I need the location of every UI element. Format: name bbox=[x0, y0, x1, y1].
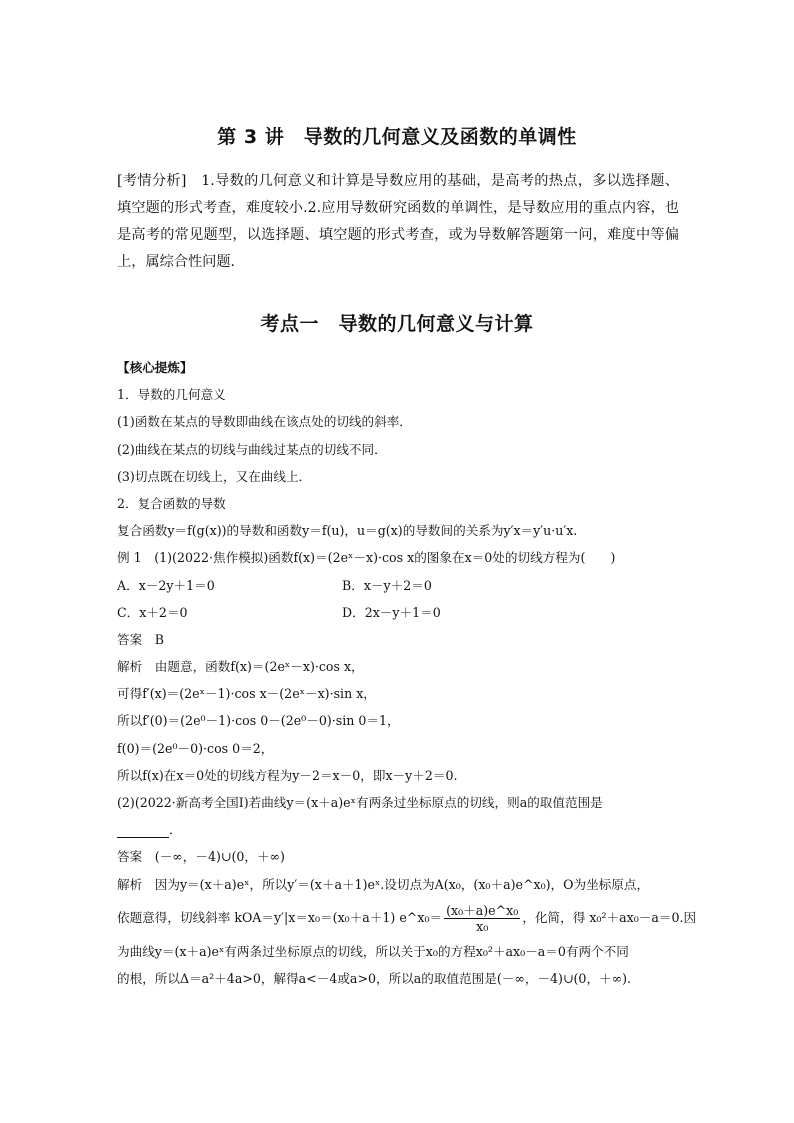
fill-in-blank bbox=[117, 823, 169, 838]
analysis-1-line-3: 所以f′(0)＝(2e⁰－1)·cos 0－(2e⁰－0)·sin 0＝1， bbox=[117, 713, 400, 729]
fraction-denominator: x₀ bbox=[476, 918, 489, 934]
item2-title: 2．复合函数的导数 bbox=[117, 495, 226, 511]
analysis-1-line-2: 可得f′(x)＝(2eˣ－1)·cos x－(2eˣ－x)·sin x， bbox=[117, 686, 376, 702]
example-question-1: 例 1 (1)(2022·焦作模拟)函数f(x)＝(2eˣ－x)·cos x的图象在x＝0处的切线方程为( ) bbox=[117, 550, 616, 566]
option-b: B．x－y＋2＝0 bbox=[342, 577, 432, 593]
options-row-1 bbox=[117, 572, 679, 599]
analysis-2-line-3: 为曲线y＝(x＋a)eˣ有两条过坐标原点的切线，所以关于x₀的方程x₀²＋ax₀－a＝0有两个不同 bbox=[117, 943, 629, 959]
analysis-2-line-4: 的根，所以Δ＝a²＋4a>0，解得a<－4或a>0，所以a的取值范围是(－∞，－4)∪(0，＋∞). bbox=[117, 970, 632, 986]
exam-analysis-paragraph: [考情分析] 1.导数的几何意义和计算是导数应用的基础，是高考的热点，多以选择题、填空题的形式考查，难度较小.2.应用导数研究函数的单调性，是导数应用的重点内容，也是高考的常见题型，以选择题、填空题的形式考查，或为导数解答题第一问，难度中等偏上，属综合性问题． bbox=[117, 173, 679, 270]
analysis-1-line-5: 所以f(x)在x＝0处的切线方程为y－2＝x－0，即x－y＋2＝0. bbox=[117, 767, 458, 783]
analysis-1-line-4: f(0)＝(2e⁰－0)·cos 0＝2， bbox=[117, 740, 274, 756]
item1-point-2: (2)曲线在某点的切线与曲线过某点的切线不同． bbox=[117, 441, 387, 457]
answer-1: 答案 B bbox=[117, 631, 165, 647]
content-body bbox=[117, 354, 697, 992]
item2-text: 复合函数y＝f(g(x))的导数和函数y＝f(u)，u＝g(x)的导数间的关系为y′x＝y′u·u′x. bbox=[117, 523, 578, 539]
option-c: C．x＋2＝0 bbox=[117, 604, 188, 620]
core-heading: 【核心提炼】 bbox=[117, 360, 193, 375]
option-d: D．2x－y＋1＝0 bbox=[342, 604, 441, 620]
item1-point-3: (3)切点既在切线上，又在曲线上． bbox=[117, 468, 312, 484]
analysis-1-line-1: 解析 由题意，函数f(x)＝(2eˣ－x)·cos x， bbox=[117, 659, 364, 675]
item1-title: 1．导数的几何意义 bbox=[117, 387, 226, 403]
section-title: 考点一 导数的几何意义与计算 bbox=[260, 313, 534, 335]
answer-2: 答案 (－∞，－4)∪(0，＋∞) bbox=[117, 849, 285, 865]
slope-fraction bbox=[444, 903, 520, 934]
blank-period: ． bbox=[169, 822, 182, 838]
analysis-2-line-1: 解析 因为y＝(x＋a)eˣ，所以y′＝(x＋a＋1)eˣ.设切点为A(x₀，(x₀＋a)e^x₀)，O为坐标原点， bbox=[117, 876, 650, 892]
option-a: A．x－2y＋1＝0 bbox=[117, 577, 215, 593]
analysis-2-line-2-start: 依题意得，切线斜率 kOA＝y′|x＝x₀＝(x₀＋a＋1) e^x₀＝ bbox=[117, 909, 443, 925]
answer-blank-line bbox=[117, 816, 679, 843]
fraction-numerator: (x₀＋a)e^x₀ bbox=[446, 902, 519, 918]
item1-point-1: (1)函数在某点的导数即曲线在该点处的切线的斜率． bbox=[117, 414, 412, 430]
analysis-2-line-2-end: ，化简，得 x₀²＋ax₀－a＝0.因 bbox=[522, 909, 697, 925]
lecture-title: 第 3 讲 导数的几何意义及函数的单调性 bbox=[217, 126, 577, 148]
analysis-2-line-2 bbox=[117, 898, 697, 938]
example-question-2: (2)(2022·新高考全国Ⅰ)若曲线y＝(x＋a)eˣ有两条过坐标原点的切线，则a的取值范围是 bbox=[117, 795, 603, 810]
options-row-2 bbox=[117, 599, 679, 626]
